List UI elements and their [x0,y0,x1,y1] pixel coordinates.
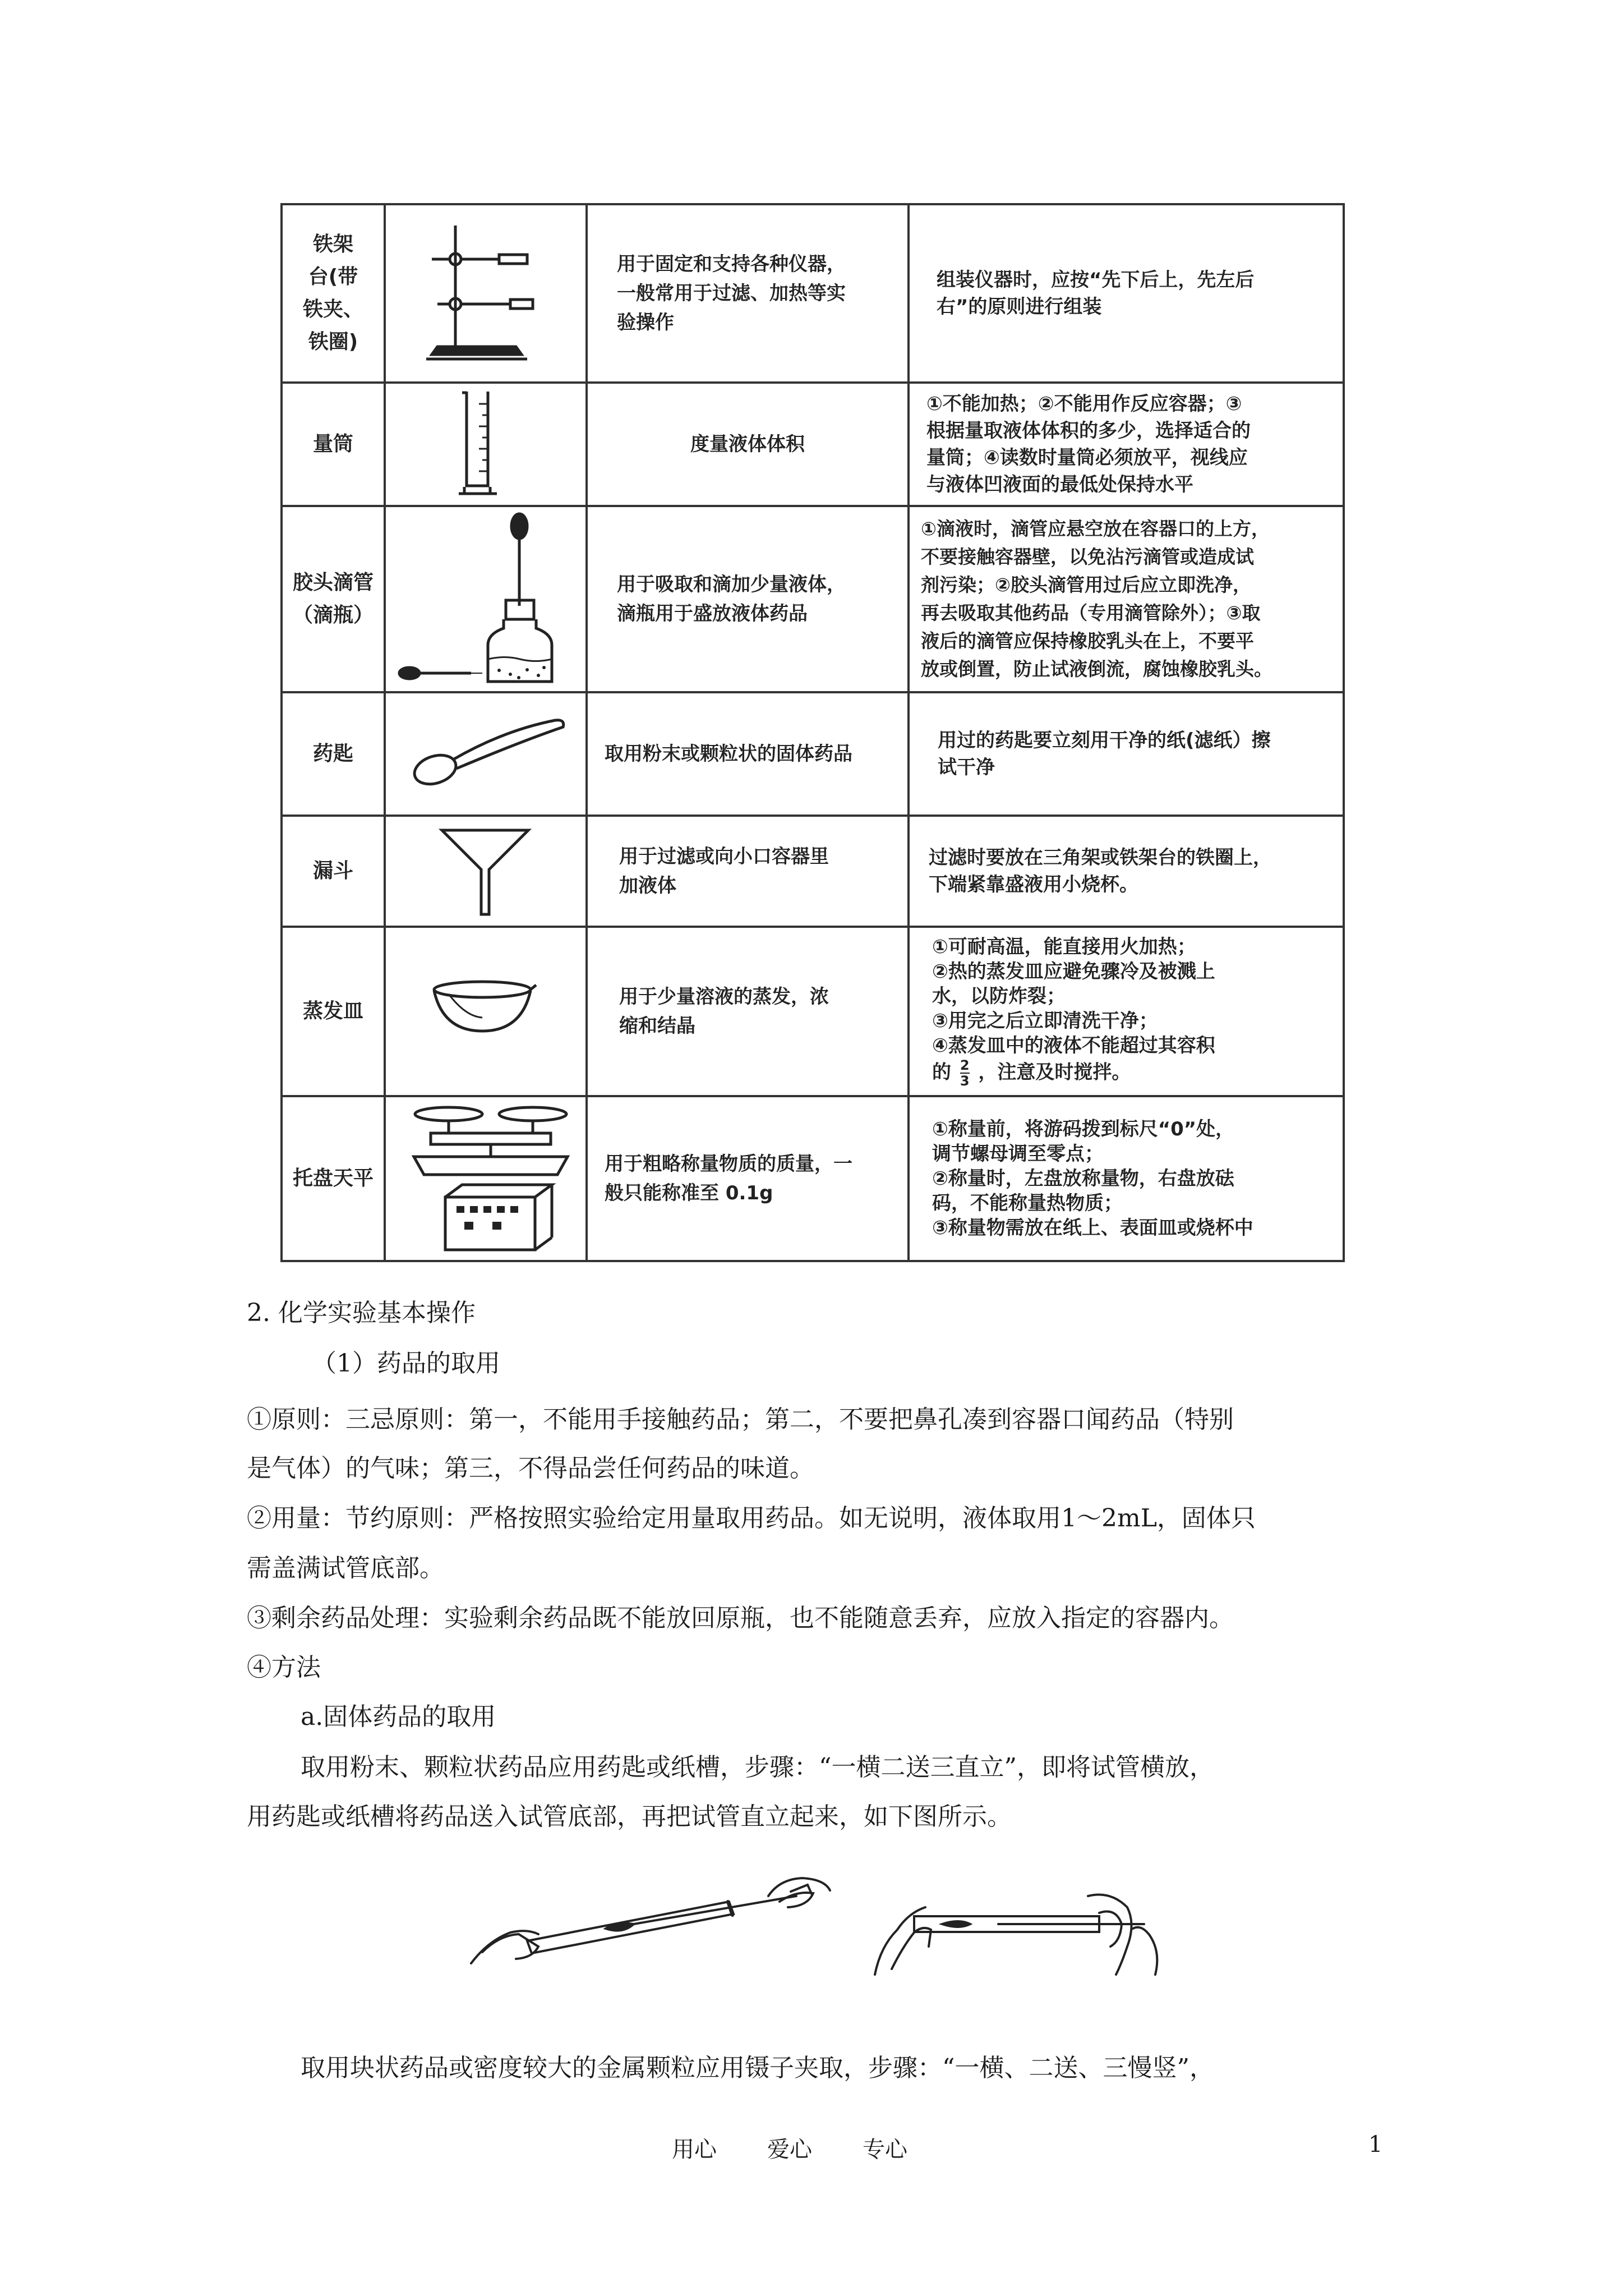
page-number: 1 [1368,2132,1383,2157]
table-row-note: 组装仪器时，应按“先下后上，先左后 右”的原则进行组装 [937,269,1255,318]
instrument-table [280,203,1345,1262]
paragraph-solid-line1: 取用粉末、颗粒状药品应用药匙或纸槽，步骤：“一横二送三直立”，即将试管横放， [301,1753,1214,1782]
table-row-name: 铁架 台(带 铁夹、 铁圈) [302,233,363,353]
table-row-note: ①称量前，将游码拨到标尺“0”处， 调节螺母调至零点； ②称量时，左盘放称量物，右盘放砝 码，不能称量热物质； ③称量物需放在纸上、表面皿或烧杯中 [932,1118,1253,1239]
table-row-name: 量筒 [312,432,353,455]
table-row-name: 蒸发皿 [302,1000,363,1023]
fraction-two-thirds: $\frac{2}{3}$ [960,1057,970,1089]
table-row-use: 用于过滤或向小口容器里 加液体 [619,845,829,897]
sub-title: （1）药品的取用 [312,1349,500,1378]
spoon-icon [408,708,577,798]
paragraph-solid-line2: 用药匙或纸槽将药品送入试管底部，再把试管直立起来，如下图所示。 [247,1802,1012,1831]
table-row-use: 取用粉末或颗粒状的固体药品 [605,743,852,765]
iron-stand-icon [421,220,550,371]
table-row-note: 用过的药匙要立刻用干净的纸(滤纸）擦 试干净 [938,729,1271,779]
dropper-bottle-icon [393,510,583,689]
paragraph-method: ④方法 [247,1653,321,1682]
table-row-name: 托盘天平 [292,1167,374,1190]
table-row-note: ①不能加热；②不能用作反应容器；③ 根据量取液体体积的多少，选择适合的 量筒；④读数时量筒必须放平，视线应 与液体凹液面的最低处保持水平 [926,393,1251,496]
paragraph-principle-line1: ①原则：三忌原则：第一，不能用手接触药品；第二，不要把鼻孔凑到容器口闻药品（特别 [247,1405,1234,1434]
paragraph-principle-line2: 是气体）的气味；第三，不得品尝任何药品的味道。 [247,1454,814,1483]
table-row-use: 用于吸取和滴加少量液体， 滴瓶用于盛放液体药品 [617,573,846,625]
paragraph-amount-line2: 需盖满试管底部。 [247,1554,444,1582]
table-row-name: 胶头滴管 （滴瓶） [292,571,374,627]
paragraph-leftover: ③剩余药品处理：实验剩余药品既不能放回原瓶，也不能随意丢弃，应放入指定的容器内。 [247,1604,1234,1632]
funnel-icon [437,825,538,920]
footer-motto-3: 专心 [863,2137,907,2162]
paragraph-amount-line1: ②用量：节约原则：严格按照实验给定用量取用药品。如无说明，液体取用1～2mL，固体只 [247,1504,1256,1533]
table-row-note: 过滤时要放在三角架或铁架台的铁圈上， 下端紧靠盛液用小烧杯。 [929,846,1272,896]
table-row-use: 度量液体体积 [690,433,805,455]
paragraph-solid-heading: a.固体药品的取用 [301,1703,496,1731]
table-row-use: 用于固定和支持各种仪器， 一般常用于过滤、加热等实 验操作 [617,253,846,334]
table-row-note: ①可耐高温，能直接用火加热； ②热的蒸发皿应避免骤冷及被溅上 水，以防炸裂； ③用完之后立即清洗干净； ④蒸发皿中的液体不能超过其容积 的 $\frac{2}{3}$ ，注意及时搅拌。 [932,936,1215,1089]
section-title: 2. 化学实验基本操作 [247,1299,476,1327]
table-row-use: 用于粗略称量物质的质量，一 般只能称准至 0.1g [605,1153,852,1204]
table-row-name: 漏斗 [312,859,353,882]
graduated-cylinder-icon [454,387,510,499]
table-row-name: 药匙 [312,742,353,765]
footer-motto-2: 爱心 [767,2137,812,2162]
balance-icon [408,1103,577,1255]
footer-motto-1: 用心 [672,2137,717,2162]
paragraph-block-solids: 取用块状药品或密度较大的金属颗粒应用镊子夹取，步骤：“一横、二送、三慢竖”， [301,2054,1214,2082]
evaporating-dish-icon [426,977,538,1039]
powder-loading-illustration [465,1862,1166,1991]
table-row-use: 用于少量溶液的蒸发，浓 缩和结晶 [619,986,829,1037]
table-row-note: ①滴液时，滴管应悬空放在容器口的上方， 不要接触容器壁，以免沾污滴管或造成试 剂污染；②胶头滴管用过后应立即洗净， 再去吸取其他药品（专用滴管除外）；③取 液后的滴管应保持橡胶乳头在上，不要平 放或倒置，防止试液倒流，腐蚀橡胶乳头。 [921,518,1272,680]
